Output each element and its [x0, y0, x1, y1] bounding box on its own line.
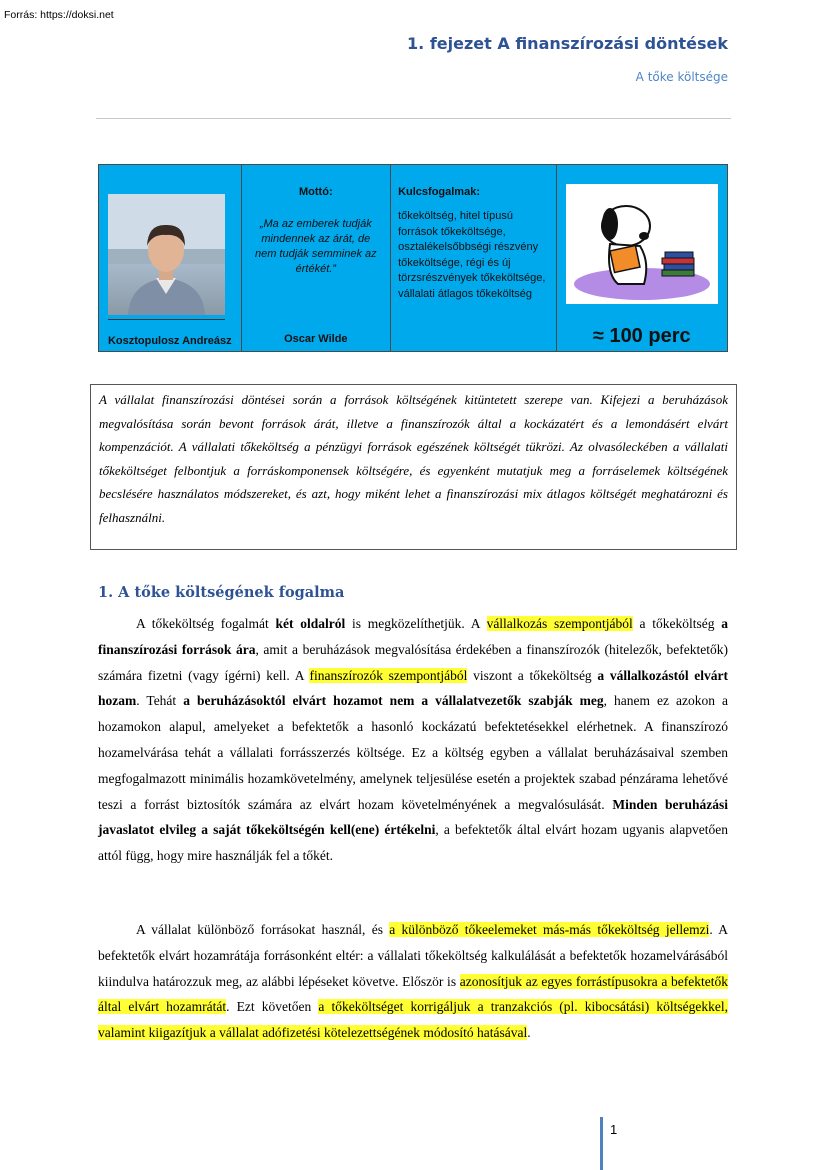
p2-highlight: azonosítjuk az egyes forrástípusokra a befektetők által elvárt hozamrátát [98, 973, 728, 1015]
paragraph-2 [98, 917, 728, 1046]
p1-text: is megközelíthetjük. A [345, 616, 487, 631]
motto-author: Oscar Wilde [284, 333, 348, 345]
author-cell [99, 165, 242, 351]
page-number: 1 [610, 1122, 618, 1137]
p1-bold: a vállalkozástól elvárt hozam [98, 667, 728, 709]
reading-dog-illustration [566, 184, 718, 304]
section-heading: 1. A tőke költségének fogalma [98, 584, 345, 601]
p1-bold: Minden beruházási javaslatot elvileg a saját tőkeköltségén kell(ene) értékelni [98, 796, 729, 838]
photo-underline [108, 319, 225, 320]
p1-text: . Tehát [136, 693, 184, 709]
keywords-text: tőkeköltség, hitel típusú források tőkeköltsége, osztalékelsőbbségi részvény tőkeköltsége, régi és új törzsrészvények tőkeköltsége, vállalati átlagos tőkeköltség [398, 210, 546, 300]
p1-text: , a befektetők által elvárt hozam ugyanis alapvetően attól függ, hogy mire használják fel a tőkét. [98, 822, 728, 864]
p2-text: A vállalat különböző forrásokat használ, és [136, 922, 390, 937]
motto-quote: „Ma az emberek tudják mindennek az árát, de nem tudják semminek az értékét.” [254, 218, 377, 275]
p1-bold: a beruházásoktól elvárt hozamot nem a vállalatvezetők szabják meg [183, 693, 604, 709]
p1-highlight: vállalkozás szempontjából [486, 616, 633, 631]
motto-heading: Mottó: [299, 186, 333, 198]
author-name: Kosztopulosz Andreász [107, 335, 232, 347]
p1-text: viszont a tőkeköltség [467, 667, 598, 683]
source-note: Forrás: https://doksi.net [4, 9, 114, 21]
time-cell [557, 165, 727, 351]
reading-time: ≈ 100 perc [592, 325, 691, 347]
p1-bold: két oldalról [275, 616, 346, 631]
chapter-subtitle: A tőke költsége [635, 70, 728, 84]
keywords-cell [391, 165, 556, 351]
keywords-heading: Kulcsfogalmak: [398, 186, 480, 198]
p1-highlight: finanszírozók szempontjából [309, 667, 468, 683]
p2-text: . A befektetők elvárt hozamrátája forrásonként eltér: a vállalati tőkeköltség kalkulálását a befektetők hozamelvárásából kiindulva határozzuk meg, az alábbi lépéseket követve. Először is [98, 922, 728, 989]
p1-bold: a finanszírozási források ára [98, 616, 728, 657]
author-photo [108, 194, 225, 315]
chapter-abstract: A vállalat finanszírozási döntései során a források költségének kitüntetett szerepe van. Kifejezi a beruházások megvalósítása során bevont források árát, illetve a finanszírozók által a kockázatért és a lemondásért elvárt kompenzációt. A vállalati tőkeköltség a pénzügyi források egészének költségét tükrözi. Az olvasóleckében a vállalati tőkeköltséget felbontjuk a forráskomponensek költségére, és egyenként mutatjuk meg a forráselemek költségének becslésére használatos módszereket, és azt, hogy miként lehet a finanszírozási mix átlagos költségét meghatározni és felhasználni. [90, 384, 737, 550]
chapter-info-table [98, 164, 728, 352]
p2-text: . [527, 1025, 531, 1041]
header-divider [96, 118, 731, 119]
chapter-title: 1. fejezet A finanszírozási döntések [407, 34, 728, 53]
p1-text: , amit a beruházások megvalósítása érdekében a finanszírozók (hitelezők, befektetők) számára fizetni (vagy ígérni) kell. A [98, 641, 728, 683]
page-number-bar [600, 1117, 603, 1170]
p1-text: , hanem ez azokon a hozamokon alapul, amelyeket a befektetők a hasonló kockázatú befektetésekkel elérhetnek. A finanszírozó hozamelvárása tehát a vállalati forrásszerzés költsége. Ez a költség egyben a vállalat beruházásaival szemben megfogalmazott minimális hozamkövetelmény, amelynek teljesülése esetén a projektek szabad pénzárama lehetővé teszi a forrást biztosítók számára az elvárt hozam követelményének a megvalósulását. [98, 693, 729, 812]
motto-cell [242, 165, 392, 351]
paragraph-1 [98, 611, 728, 869]
p2-text: . Ezt követően [226, 999, 319, 1015]
p1-text: a tőkeköltség [632, 616, 722, 631]
p2-highlight: a tőkeköltséget korrigáljuk a tranzakciós (pl. kibocsátási) költségekkel, valamint kiigazítjuk a vállalat adófizetési kötelezettségének módosító hatásával [98, 999, 728, 1041]
p2-highlight: a különböző tőkeelemeket más-más tőkeköltség jellemzi [389, 922, 710, 937]
p1-text: A tőkeköltség fogalmát [136, 616, 276, 631]
